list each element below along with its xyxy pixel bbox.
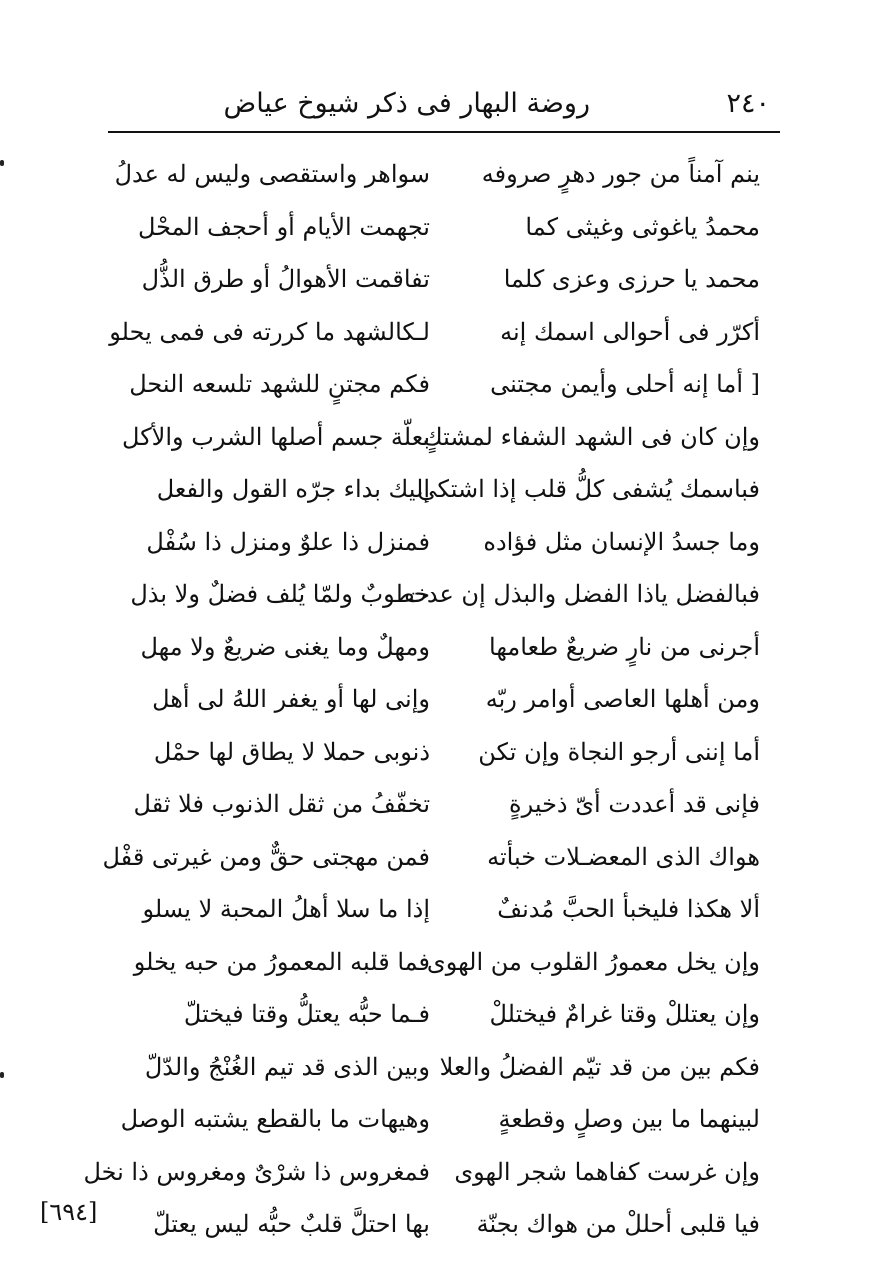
- first-hemistich: وإن كان فى الشهد الشفاء لمشتكٍ: [422, 422, 760, 451]
- verse-line: [140, 883, 760, 936]
- second-hemistich: إليك بداء جرّه القول والفعل: [156, 475, 430, 504]
- second-hemistich: خطوبٌ ولمّا يُلف فضلٌ ولا بذل: [130, 580, 430, 609]
- verse-line: [122, 411, 760, 464]
- verse-line: [130, 568, 760, 621]
- second-hemistich: وإنى لها أو يغفر اللهُ لى أهل: [152, 685, 430, 714]
- first-hemistich: هواك الذى المعضـلات خبأته: [487, 842, 760, 871]
- first-hemistich: فيا قلبى أحللْ من هواك بجنّة: [476, 1210, 760, 1239]
- first-hemistich: فكم بين من قد تيّم الفضلُ والعلا: [439, 1052, 760, 1081]
- verse-line: [140, 516, 760, 569]
- poem-verses: [83, 148, 760, 1251]
- first-hemistich: وما جسدُ الإنسان مثل فؤاده: [483, 527, 760, 556]
- first-hemistich: ينم آمناً من جور دهرٍ صروفه: [481, 160, 760, 189]
- verse-line: [109, 306, 760, 359]
- second-hemistich: بها احتلَّ قلبٌ حبُّه ليس يعتلّ: [153, 1210, 430, 1239]
- second-hemistich: فمنزل ذا علوٌ ومنزل ذا سُفْل: [146, 527, 430, 556]
- second-hemistich: وبين الذى قد تيم الغُنْجُ والدّلّ: [144, 1052, 430, 1081]
- first-hemistich: محمد يا حرزى وعزى كلما: [503, 265, 760, 294]
- verse-line: [129, 358, 760, 411]
- second-hemistich: فمغروس ذا شرْىٌ ومغروس ذا نخل: [83, 1157, 430, 1186]
- verse-line: [140, 1198, 760, 1251]
- verse-line: [137, 201, 760, 254]
- verse-line: [114, 148, 760, 201]
- scan-edge-mark: [0, 1072, 4, 1078]
- second-hemistich: تخفّفُ من ثقل الذنوب فلا ثقل: [133, 790, 430, 819]
- header-rule: [108, 131, 780, 133]
- first-hemistich: أجرنى من نارٍ ضريعٌ طعامها: [489, 632, 760, 661]
- second-hemistich: فـما حبُّه يعتلُّ وقتا فيختلّ: [183, 1000, 430, 1029]
- verse-line: [83, 1146, 760, 1199]
- first-hemistich: أكرّر فى أحوالى اسمك إنه: [500, 317, 760, 346]
- verse-line: [140, 621, 760, 674]
- second-hemistich: فما قلبه المعمورُ من حبه يخلو: [133, 947, 430, 976]
- first-hemistich: وإن غرست كفاهما شجر الهوى: [454, 1157, 760, 1186]
- verse-line: [140, 988, 760, 1041]
- second-hemistich: تفاقمت الأهوالُ أو طرق الذُّل: [141, 265, 430, 294]
- second-hemistich: إذا ما سلا أهلُ المحبة لا يسلو: [142, 895, 430, 924]
- first-hemistich: [ أما إنه أحلى وأيمن مجتنى: [490, 370, 760, 399]
- verse-line: [140, 673, 760, 726]
- page-number: ٢٤٠: [726, 88, 770, 119]
- verse-line: [140, 463, 760, 516]
- second-hemistich: فكم مجتنٍ للشهد تلسعه النحل: [129, 370, 430, 399]
- verse-line: [140, 1041, 760, 1094]
- first-hemistich: فإنى قد أعددت أىّ ذخيرةٍ: [509, 790, 760, 819]
- page-header: [108, 86, 780, 128]
- second-hemistich: فمن مهجتى حقٌّ ومن غيرتى قفْل: [102, 842, 430, 871]
- first-hemistich: محمدُ ياغوثى وغيثى كما: [525, 212, 760, 241]
- second-hemistich: تجهمت الأيام أو أحجف المحْل: [137, 212, 430, 241]
- first-hemistich: وإن يعتللْ وقتا غرامٌ فيختللْ: [489, 1000, 760, 1029]
- first-hemistich: أما إننى أرجو النجاة وإن تكن: [478, 737, 760, 766]
- verse-line: [102, 831, 760, 884]
- verse-line: [140, 726, 760, 779]
- first-hemistich: فباسمك يُشفى كلُّ قلب إذا اشتكى: [417, 475, 760, 504]
- verse-line: [140, 253, 760, 306]
- verse-line: [133, 936, 760, 989]
- verse-line: [120, 1093, 760, 1146]
- running-title: روضة البهار فى ذكر شيوخ عياض: [223, 88, 590, 119]
- margin-reference-number: [٦٩٤]: [40, 1198, 98, 1226]
- scan-edge-mark: [0, 160, 4, 166]
- first-hemistich: فبالفضل ياذا الفضل والبذل إن عدت: [404, 580, 760, 609]
- second-hemistich: وهيهات ما بالقطع يشتبه الوصل: [120, 1105, 430, 1134]
- first-hemistich: ومن أهلها العاصى أوامر ربّه: [485, 685, 760, 714]
- first-hemistich: ألا هكذا فليخبأ الحبَّ مُدنفٌ: [497, 895, 760, 924]
- second-hemistich: لـكالشهد ما كررته فى فمى يحلو: [109, 317, 430, 346]
- first-hemistich: لبينهما ما بين وصلٍ وقطعةٍ: [498, 1105, 760, 1134]
- second-hemistich: بعلّة جسم أصلها الشرب والأكل: [122, 422, 430, 451]
- first-hemistich: وإن يخل معمورُ القلوب من الهوى: [426, 947, 760, 976]
- second-hemistich: ذنوبى حملا لا يطاق لها حمْل: [153, 737, 430, 766]
- second-hemistich: سواهر واستقصى وليس له عدلُ: [114, 160, 430, 189]
- verse-line: [133, 778, 760, 831]
- second-hemistich: ومهلٌ وما يغنى ضريعٌ ولا مهل: [140, 632, 430, 661]
